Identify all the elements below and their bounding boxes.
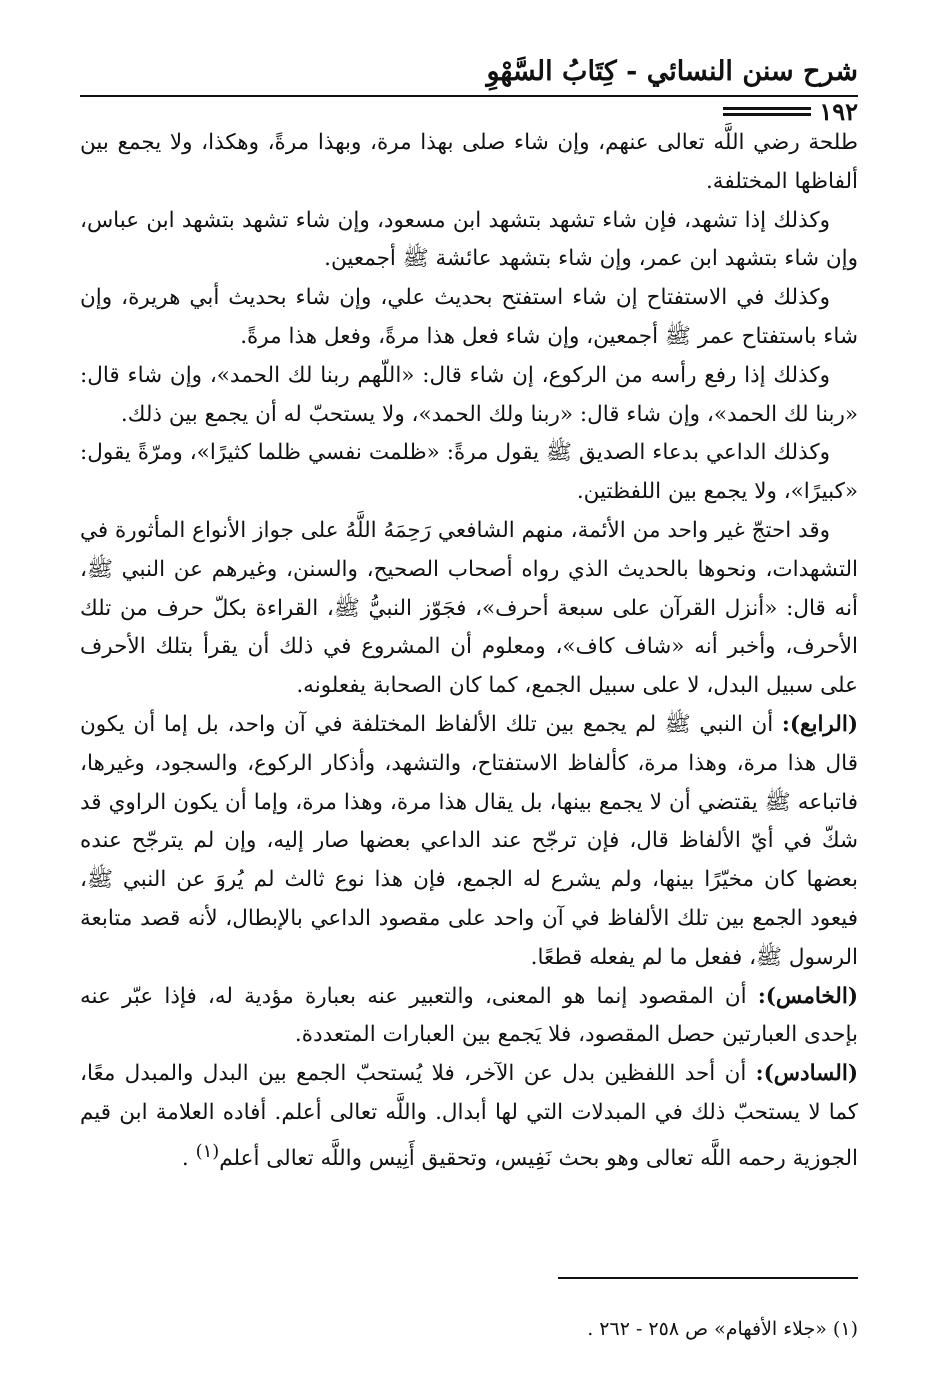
point-text-fourth: أن النبي ﷺ لم يجمع بين تلك الألفاظ المختلفة في آن واحد، بل إما أن يكون قال هذا مرة، وهذا مرة، كألفاظ الاستفتاح، والتشهد، وأذكار الركوع، والسجود، وغيرها، فاتباعه ﷺ يقتضي أن لا يجمع بينها، بل يقال هذا مرة، وهذا مرة، وإما أن يكون الراوي قد شكّ في أيّ الألفاظ قال، فإن ترجّح عند الداعي بعضها صار إليه، وإن لم يترجّح عنده بعضها كان مخيّرًا بينها، ولم يشرع له الجمع، فإن هذا نوع ثالث لم يُروَ عن النبي ﷺ، فيعود الجمع بين تلك الألفاظ في آن واحد على مقصود الداعي بالإبطال، لأنه قصد متابعة الرسول ﷺ، ففعل ما لم يفعله قطعًا. [80,711,858,970]
paragraph-5th-point [80,978,858,1056]
paragraph-2: وكذلك إذا تشهد، فإن شاء تشهد بتشهد ابن مسعود، وإن شاء تشهد بتشهد ابن عباس، وإن شاء بتشهد ابن عمر، وإن شاء بتشهد عائشة ﷺ أجمعين. [80,207,858,272]
paragraph-3: وكذلك في الاستفتاح إن شاء استفتح بحديث علي، وإن شاء بحديث أبي هريرة، وإن شاء باستفتاح عمر ﷺ أجمعين، وإن شاء فعل هذا مرةً، وفعل هذا مرةً. [80,285,858,349]
footnote-reference[interactable]: (١) [195,1140,220,1162]
paragraph-1: طلحة رضي اللَّه تعالى عنهم، وإن شاء صلى بهذا مرة، وبهذا مرةً، وهكذا، ولا يجمع بين ألفاظها المختلفة. [80,130,858,194]
point-label-fourth: (الرابع): [781,711,858,737]
paragraph-6th-point [80,1055,858,1179]
point-text-fifth: أن المقصود إنما هو المعنى، والتعبير عنه بعبارة مؤدية له، فإذا عبّر عنه بإحدى العبارتين حصل المقصود، فلا يَجمع بين العبارات المتعددة. [80,983,858,1048]
footnote-rule [558,1277,858,1279]
page-header [80,48,858,126]
point-label-sixth: (السادس): [755,1061,858,1087]
point-text-sixth-end: . [181,1145,196,1171]
running-title: شرح سنن النسائي - كِتَابُ السَّهْوِ [486,56,858,87]
paragraph-4: وكذلك إذا رفع رأسه من الركوع، إن شاء قال: «اللّهم ربنا لك الحمد»، وإن شاء قال: «ربنا لك الحمد»، وإن شاء قال: «ربنا ولك الحمد»، ولا يستحبّ له أن يجمع بين ذلك. [80,362,858,427]
page-number-ornament [723,104,811,119]
header-rule [80,95,858,97]
paragraph-5: وكذلك الداعي بدعاء الصديق ﷺ يقول مرةً: «ظلمت نفسي ظلما كثيرًا»، ومرّةً يقول: «كبيرًا»، ولا يجمع بين اللفظتين. [80,440,858,505]
point-text-sixth: أن أحد اللفظين بدل عن الآخر، فلا يُستحبّ الجمع بين البدل والمبدل معًا، كما لا يستحبّ ذلك في المبدلات التي لها أبدال. واللَّه تعالى أعلم. أفاده العلامة ابن قيم الجوزية رحمه اللَّه تعالى وهو بحث نَفِيس، وتحقيق أَنِيس واللَّه تعالى أعلم [80,1061,858,1171]
footnote: (١) «جلاء الأفهام» ص ٢٥٨ - ٢٦٢ . [587,1318,858,1340]
page-number-row [723,98,858,124]
point-label-fifth: (الخامس): [757,983,858,1009]
page-number: ١٩٢ [819,96,858,126]
paragraph-4th-point [80,706,858,978]
paragraph-6: وقد احتجّ غير واحد من الأئمة، منهم الشافعي رَحِمَهُ اللَّهُ على جواز الأنواع المأثورة في التشهدات، ونحوها بالحديث الذي رواه أصحاب الصحيح، والسنن، وغيرهم عن النبي ﷺ، أنه قال: «أنزل القرآن على سبعة أحرف»، فجَوّز النبيُّ ﷺ، القراءة بكلّ حرف من تلك الأحرف، وأخبر أنه «شاف كاف»، ومعلوم أن المشروع في ذلك أن يقرأ بتلك الأحرف على سبيل البدل، لا على سبيل الجمع، كما كان الصحابة يفعلونه. [80,517,858,699]
body-text [80,124,858,1179]
